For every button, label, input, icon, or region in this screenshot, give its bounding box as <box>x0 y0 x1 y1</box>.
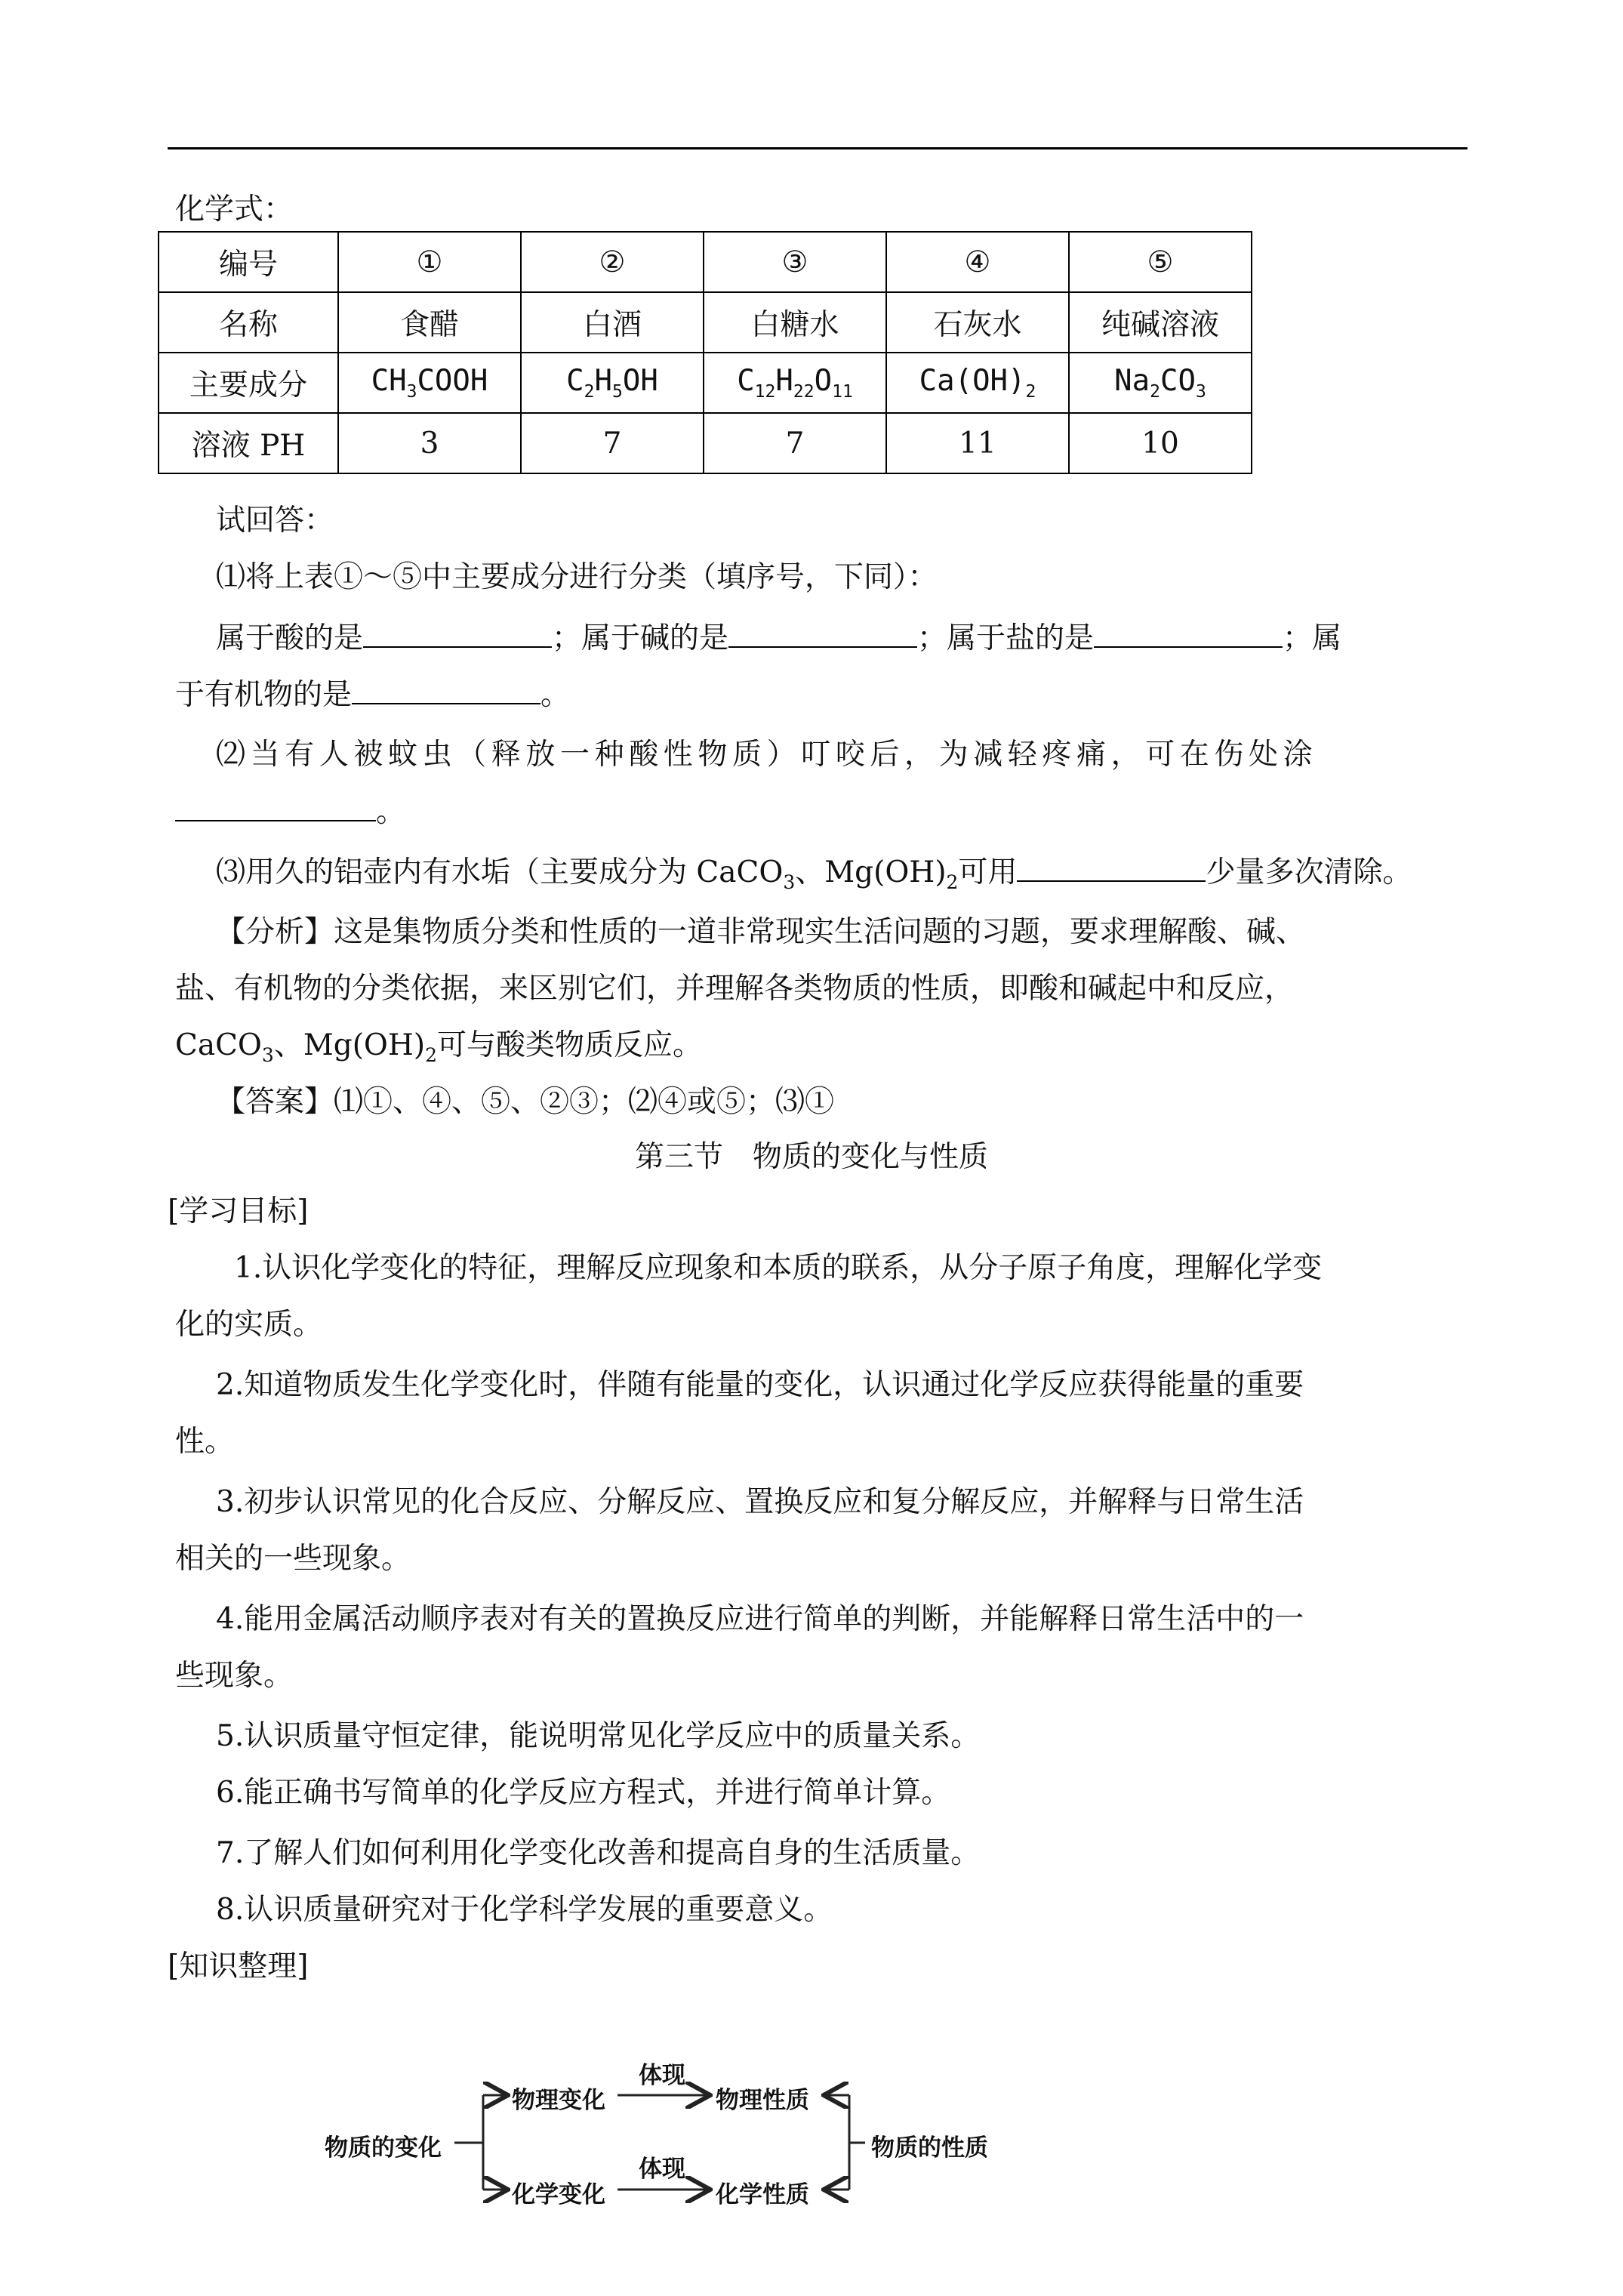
table-cell: ⑤ <box>1069 232 1252 292</box>
caption: 化学式： <box>175 193 294 227</box>
diagram-chemical-property: 化学性质 <box>716 2181 809 2208</box>
answer-blank <box>1017 853 1206 882</box>
question-1: ⑴将上表①～⑤中主要成分进行分类（填序号，下同）： <box>216 560 938 594</box>
q3-text: 少量多次清除。 <box>1206 855 1412 889</box>
objective-3: 3.初步认识常见的化合反应、分解反应、置换反应和复分解反应，并解释与日常生活 <box>216 1485 1304 1519</box>
objectives-heading: [学习目标] <box>168 1194 309 1228</box>
q1-text: ；属于盐的是 <box>917 621 1095 655</box>
q1-text: 于有机物的是 <box>175 678 353 712</box>
formula-cell: $C_2H_5OH$ <box>521 353 704 413</box>
formula-cell: $Na_2CO_3$ <box>1069 353 1252 413</box>
diagram-property-label: 物质的性质 <box>871 2134 988 2162</box>
question-3: ⑶用久的铝壶内有水垢（主要成分为 CaCO$_3$、$Mg(OH)_2$可用 少量多次清除。 <box>216 853 1412 901</box>
objective-2-cont: 性。 <box>175 1425 235 1459</box>
table-cell: 白酒 <box>521 292 704 353</box>
analysis-text: CaCO <box>175 1028 262 1062</box>
table-cell: 主要成分 <box>159 353 338 413</box>
q1-text: ；属于碱的是 <box>552 621 729 655</box>
data-table <box>158 231 1252 474</box>
diagram-arrow-label: 体现 <box>639 2156 685 2183</box>
objective-8: 8.认识质量研究对于化学科学发展的重要意义。 <box>216 1893 833 1927</box>
objective-1: 1.认识化学变化的特征，理解反应现象和本质的联系，从分子原子角度，理解化学变 <box>234 1251 1323 1285</box>
q1-text: 属于酸的是 <box>216 621 364 655</box>
question-2-line-1: ⑵当有人被蚊虫（释放一种酸性物质）叮咬后，为减轻疼痛，可在伤处涂 <box>216 738 1318 772</box>
table-cell: 7 <box>704 413 886 473</box>
answer-blank <box>1094 619 1283 648</box>
analysis-text: 、Mg(OH) <box>273 1028 426 1062</box>
answer-blank <box>363 619 552 648</box>
table-row <box>159 232 1252 292</box>
table-cell: ③ <box>704 232 886 292</box>
header-rule <box>168 147 1467 149</box>
analysis-line-2: 盐、有机物的分类依据，来区别它们，并理解各类物质的性质，即酸和碱起中和反应， <box>175 972 1295 1006</box>
analysis-text: 可与酸类物质反应。 <box>437 1028 703 1062</box>
table-cell: 食醋 <box>338 292 521 353</box>
table-row <box>159 292 1252 353</box>
objective-2: 2.知道物质发生化学变化时，伴随有能量的变化，认识通过化学反应获得能量的重要 <box>216 1368 1304 1402</box>
table-cell: 纯碱溶液 <box>1069 292 1252 353</box>
knowledge-heading: [知识整理] <box>168 1949 309 1983</box>
q3-text: 可用 <box>958 855 1018 889</box>
table-cell: 石灰水 <box>886 292 1069 353</box>
q3-text: ⑶用久的铝壶内有水垢（主要成分为 CaCO <box>216 855 784 889</box>
table-cell: 7 <box>521 413 704 473</box>
formula-cell: $CH_3COOH$ <box>338 353 521 413</box>
analysis-line-3: CaCO$_3$、$Mg(OH)_2$可与酸类物质反应。 <box>175 1028 703 1066</box>
table-cell: ① <box>338 232 521 292</box>
table-cell: 白糖水 <box>704 292 886 353</box>
diagram-physical-property: 物理性质 <box>716 2087 809 2114</box>
diagram-change-label: 物质的变化 <box>325 2134 442 2162</box>
table-cell: ② <box>521 232 704 292</box>
formula-cell: $C_{12}H_{22}O_{11}$ <box>704 353 886 413</box>
table-row <box>159 413 1252 473</box>
table-cell: 编号 <box>159 232 338 292</box>
answer: 【答案】⑴①、④、⑤、②③；⑵④或⑤；⑶① <box>216 1085 835 1119</box>
q1-text: 。 <box>540 678 571 712</box>
table-cell: 名称 <box>159 292 338 353</box>
table-cell: 3 <box>338 413 521 473</box>
objective-6: 6.能正确书写简单的化学反应方程式，并进行简单计算。 <box>216 1776 951 1810</box>
answer-blank <box>175 793 376 821</box>
q1-text: ；属 <box>1283 621 1342 655</box>
objective-5: 5.认识质量守恒定律，能说明常见化学反应中的质量关系。 <box>216 1719 981 1753</box>
diagram-arrow-label: 体现 <box>639 2062 685 2089</box>
objective-4-cont: 些现象。 <box>175 1659 294 1693</box>
table-cell: 10 <box>1069 413 1252 473</box>
analysis-line-1: 【分析】这是集物质分类和性质的一道非常现实生活问题的习题，要求理解酸、碱、 <box>216 915 1306 949</box>
formula-cell: $Ca(OH)_2$ <box>886 353 1069 413</box>
objective-1-cont: 化的实质。 <box>175 1308 323 1342</box>
section-title: 第三节 物质的变化与性质 <box>634 1140 988 1174</box>
q2-text: 。 <box>376 795 406 829</box>
diagram-chemical-change: 化学变化 <box>512 2181 605 2208</box>
change-property-diagram <box>325 2062 1034 2224</box>
diagram-physical-change: 物理变化 <box>512 2087 605 2114</box>
question-2-line-2 <box>175 793 405 831</box>
objective-3-cont: 相关的一些现象。 <box>175 1542 411 1576</box>
table-cell: ④ <box>886 232 1069 292</box>
answer-blank <box>352 676 540 704</box>
question-intro: 试回答： <box>216 504 334 538</box>
q3-text: 、Mg(OH) <box>795 855 947 889</box>
question-1-line-1 <box>216 619 1341 658</box>
question-1-line-2 <box>175 676 570 714</box>
objective-7: 7.了解人们如何利用化学变化改善和提高自身的生活质量。 <box>216 1836 981 1870</box>
table-cell: 11 <box>886 413 1069 473</box>
table-row <box>159 353 1252 413</box>
table-cell: 溶液 PH <box>159 413 338 473</box>
objective-4: 4.能用金属活动顺序表对有关的置换反应进行简单的判断，并能解释日常生活中的一 <box>216 1602 1304 1636</box>
answer-blank <box>728 619 917 648</box>
